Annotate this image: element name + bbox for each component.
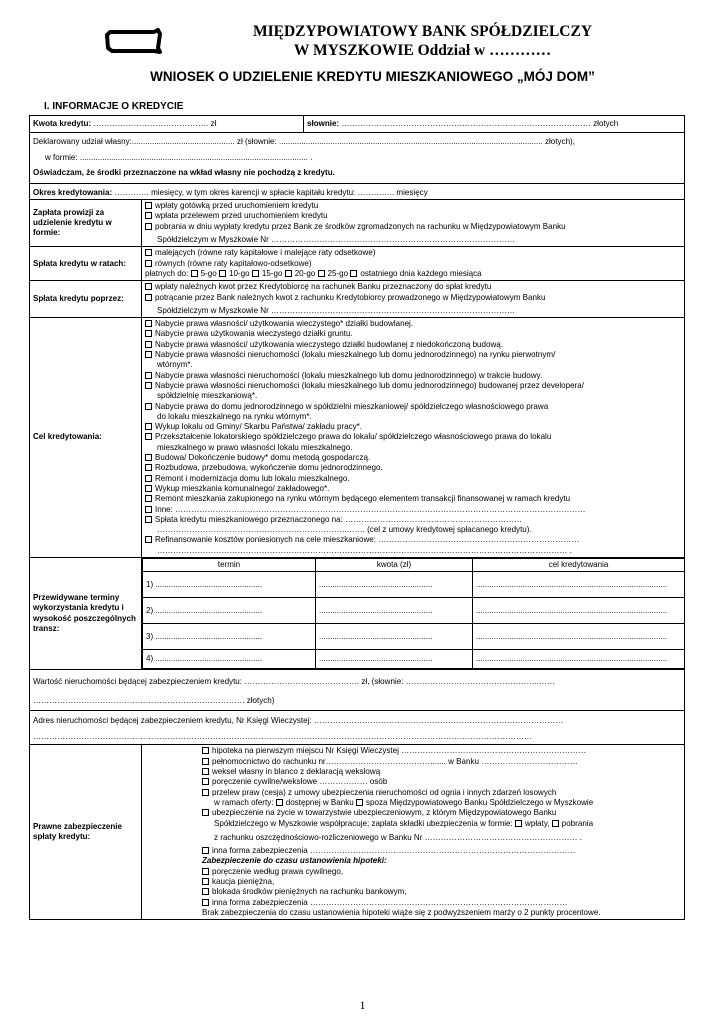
cel-item: [145, 535, 681, 545]
cel-item: [145, 319, 681, 329]
day-option: 20-go: [294, 268, 316, 278]
wartosc-field[interactable]: Wartość nieruchomości będącej zabezpieczeniem kredytu: ……………………………………. zł, (słownie: …………………………………………..……: [33, 677, 555, 687]
cel-item-text: Nabycie prawa własności nieruchomości (lokalu mieszkalnego lub domu jednorodzinnego) w trakcie budowy.: [155, 370, 543, 380]
checkbox[interactable]: [202, 768, 209, 775]
kwota-field[interactable]: ...................................................: [316, 598, 473, 624]
termin-field[interactable]: 1) ................................................: [143, 572, 316, 598]
checkbox[interactable]: [145, 403, 152, 410]
zabezpieczenie-label: Prawne zabezpieczenie spłaty kredytu:: [30, 745, 142, 920]
checkbox[interactable]: [145, 506, 152, 513]
prowizja-label: Zapłata prowizji za udzielenie kredytu w formie:: [30, 200, 142, 247]
terminy-label: Przewidywane terminy wykorzystania kredytu i wysokość poszczególnych transz:: [30, 557, 142, 669]
do-czasu-option: blokada środków pieniężnych na rachunku bankowym,: [212, 887, 407, 897]
kwota-field[interactable]: ...................................................: [316, 572, 473, 598]
checkbox[interactable]: [145, 433, 152, 440]
checkbox[interactable]: [202, 747, 209, 754]
cel-item-text: Przekształcenie lokatorskiego spółdzielczego prawa do lokalu/ spółdzielczego własnościowego prawa do lokalu: [155, 432, 552, 442]
checkbox[interactable]: [202, 789, 209, 796]
terminy-header: termin: [143, 558, 316, 571]
checkbox[interactable]: [145, 294, 152, 301]
kwota-field[interactable]: ...................................................: [316, 650, 473, 669]
page-number: 1: [359, 998, 366, 1012]
terminy-header: cel kredytowania: [473, 558, 685, 571]
terminy-table: [142, 558, 684, 669]
prowizja-option: pobrania w dniu wypłaty kredytu przez Bank ze środków zgromadzonych na rachunku w Międzypowiatowym Banku: [155, 221, 566, 231]
checkbox[interactable]: [552, 820, 559, 827]
brak-note: Brak zabezpieczenia do czasu ustanowienia hipoteki wiąże się z podwyższeniem marży o 2 punkty procentowe.: [202, 907, 601, 917]
do-czasu-title: Zabezpieczenie do czasu ustanowienia hipoteki:: [202, 856, 387, 866]
section-heading: I. INFORMACJE O KREDYCIE: [44, 101, 184, 112]
checkbox[interactable]: [145, 536, 152, 543]
cel-item-text: Nabycie prawa do domu jednorodzinnego w spółdzielni mieszkaniowej/ spółdzielczego własnościowego prawa: [155, 401, 549, 411]
cel-item-cont: do lokalu mieszkalnego na rynku wtórnym*.: [157, 411, 312, 421]
checkbox[interactable]: [145, 260, 152, 267]
cel-item-text: Rozbudowa, przebudowa, wykończenie domu jednorodzinnego.: [155, 463, 383, 473]
cel-item: [145, 515, 681, 525]
checkbox[interactable]: [276, 799, 283, 806]
cel-item-text: Wykup lokalu od Gminy/ Skarbu Państwa/ zakładu pracy*.: [155, 422, 363, 432]
checkbox[interactable]: [145, 351, 152, 358]
wartosc-row: [30, 670, 685, 711]
cel-item-cont: wtórnym*.: [157, 360, 193, 370]
przelew-option: przelew praw (cesja) z umowy ubezpieczenia nieruchomości od ognia i innych zdarzeń losowych: [212, 787, 557, 797]
platnych-label: płatnych do:: [145, 268, 189, 278]
slownie-label: słownie:: [307, 118, 340, 128]
okres-row: [30, 183, 685, 199]
cel-item-text: Nabycie prawa własności/ użytkowania wieczystego działki budowlanej z niedokończoną budową.: [155, 339, 503, 349]
cel-item-cont[interactable]: ……………………………………………………………………………………………………………………………………… .: [157, 545, 572, 555]
kwota-row: [30, 116, 685, 133]
bank-logo: [104, 26, 164, 56]
raty-row: [30, 247, 685, 281]
udzial-row: [30, 133, 685, 184]
ubezpieczenie-account-field[interactable]: z rachunku oszczędnościowo-rozliczeniowego w Banku Nr ………………………………………………… .: [214, 832, 583, 842]
cel-field[interactable]: ......................................................................................: [473, 624, 685, 650]
prowizja-option: wpłata przelewem przed uruchomieniem kredytu: [155, 211, 328, 221]
termin-field[interactable]: 4) ................................................: [143, 650, 316, 669]
okres-field[interactable]: …………. miesięcy, w tym okres karencji w spłacie kapitału kredytu: ………….. miesięcy: [112, 187, 428, 197]
poreczenie-option: poręczenie cywilne/wekslowe ……………… osób: [212, 777, 388, 787]
splata-label: Spłata kredytu poprzez:: [30, 281, 142, 318]
checkbox[interactable]: [202, 888, 209, 895]
checkbox[interactable]: [202, 809, 209, 816]
checkbox[interactable]: [191, 270, 198, 277]
day-option: 10-go: [229, 268, 250, 278]
prowizja-row: [30, 200, 685, 247]
przelew-outside-option: spoza Międzypowiatowego Banku Spółdzielczego w Myszkowie: [365, 797, 594, 807]
cel-item: [145, 474, 681, 484]
zabezpieczenie-row: [30, 745, 685, 920]
kwota-field[interactable]: ……………………………………. zł: [91, 118, 217, 128]
adres-cont-field[interactable]: ……………………………………………………………………………………………………………………………………………………………………: [33, 732, 532, 742]
checkbox[interactable]: [145, 382, 152, 389]
cel-item-text: Remont mieszkania zakupionego na rynku wtórnym będącego elementem transakcji finansowanej w ramach kredytu: [155, 494, 571, 504]
day-option: 25-go: [327, 268, 349, 278]
checkbox[interactable]: [202, 758, 209, 765]
checkbox[interactable]: [145, 330, 152, 337]
prowizja-option: wpłaty gotówką przed uruchomieniem kredytu: [155, 201, 319, 211]
udzial-declaration: Oświadczam, że środki przeznaczone na wkład własny nie pochodzą z kredytu.: [33, 167, 335, 177]
checkbox[interactable]: [145, 212, 152, 219]
cel-label: Cel kredytowania:: [30, 318, 142, 558]
checkbox[interactable]: [145, 495, 152, 502]
cel-item: [145, 484, 681, 494]
termin-field[interactable]: 2) ................................................: [143, 598, 316, 624]
checkbox[interactable]: [318, 270, 325, 277]
checkbox[interactable]: [356, 799, 363, 806]
checkbox[interactable]: [252, 270, 259, 277]
cel-item: [145, 350, 681, 360]
cel-item: [145, 340, 681, 350]
checkbox[interactable]: [202, 847, 209, 854]
checkbox[interactable]: [202, 868, 209, 875]
checkbox[interactable]: [145, 454, 152, 461]
kwota-field[interactable]: ...................................................: [316, 624, 473, 650]
adres-row: [30, 710, 685, 745]
cel-item: [145, 329, 681, 339]
checkbox[interactable]: [285, 270, 292, 277]
cel-item-text: Spłata kredytu mieszkaniowego przeznaczonego na: …………………………………………………………: [155, 514, 523, 524]
udzial-forma-field[interactable]: w formie: ...................................................................................................... .: [45, 153, 313, 163]
przelew-bank-option: dostępnej w Banku: [285, 797, 354, 807]
cel-item-text: Inne: ………………………………………………………………………………………………………………………………………: [155, 504, 586, 514]
cel-item-text: Nabycie prawa własności/ użytkowania wieczystego* działki budowlanej.: [155, 319, 414, 329]
credit-info-table: [29, 115, 685, 920]
cel-item: [145, 505, 681, 515]
cel-item: [145, 494, 681, 504]
cel-field[interactable]: ......................................................................................: [473, 598, 685, 624]
checkbox[interactable]: [145, 249, 152, 256]
adres-field[interactable]: Adres nieruchomości będącej zabezpieczeniem kredytu, Nr Księgi Wieczystej: …………………………………………………………………………………: [33, 715, 564, 725]
bank-name-line2: W MYSZKOWIE Oddział w …………: [293, 42, 552, 59]
prowizja-account-field[interactable]: Spółdzielczym w Myszkowie Nr ……………………………………………………………………………….: [157, 235, 515, 245]
weksel-option: weksel własny in blanco z deklaracją wekslową: [212, 767, 381, 777]
raty-option: malejących (równe raty kapitałowe i malejące raty odsetkowe): [155, 248, 376, 258]
pelnomocnictwo-option: pełnomocnictwo do rachunku nr…………………………………....... w Banku ………………………………: [212, 756, 578, 766]
checkbox[interactable]: [202, 899, 209, 906]
wplaty-option: wpłaty,: [525, 818, 550, 828]
checkbox[interactable]: [219, 270, 226, 277]
checkbox[interactable]: [145, 372, 152, 379]
day-option: ostatniego dnia każdego miesiąca: [360, 268, 482, 278]
okres-label: Okres kredytowania:: [33, 187, 113, 197]
cel-item: [145, 463, 681, 473]
kwota-label: Kwota kredytu:: [33, 118, 92, 128]
cel-item-text: Nabycie prawa własności nieruchomości (lokalu mieszkalnego lub domu jednorodzinnego) na rynku pierwotnym/: [155, 350, 556, 360]
splata-row: [30, 281, 685, 318]
cel-item: [145, 381, 681, 391]
cel-field[interactable]: ......................................................................................: [473, 650, 685, 669]
slownie-field[interactable]: ………………………………………………………………………………… złotych: [339, 118, 619, 128]
terminy-row: [30, 557, 685, 669]
checkbox[interactable]: [145, 283, 152, 290]
cel-item-text: Nabycie prawa własności nieruchomości (lokalu mieszkalnego lub domu jednorodzinnego) budowanej przez developera/: [155, 380, 584, 390]
cel-item: [145, 422, 681, 432]
splata-option: potrącanie przez Bank należnych kwot z rachunku Kredytobiorcy prowadzonego w Międzypowiatowym Banku: [155, 292, 546, 302]
wartosc-slownie-field[interactable]: ……………………………………………………………………. złotych): [33, 695, 275, 705]
cel-item: [145, 453, 681, 463]
pobrania-option: pobrania: [561, 818, 594, 828]
termin-field[interactable]: 3) ................................................: [143, 624, 316, 650]
day-option: 5-go: [200, 268, 217, 278]
cel-item: [145, 432, 681, 442]
cel-item: [145, 371, 681, 381]
checkbox[interactable]: [515, 820, 522, 827]
cel-item-cont: mieszkalnego w prawo własności lokalu mieszkalnego.: [157, 442, 353, 452]
cel-item: [145, 402, 681, 412]
cel-item-cont: spółdzielnię mieszkaniową*.: [157, 391, 258, 401]
do-czasu-option: inna forma zabezpieczenia ……………………………………………………………………………………: [212, 897, 568, 907]
cel-field[interactable]: ......................................................................................: [473, 572, 685, 598]
checkbox[interactable]: [145, 516, 152, 523]
cel-row: [30, 318, 685, 558]
inna-forma-option: inna forma zabezpieczenia ………………………………………………………………………………………: [212, 846, 576, 856]
checkbox[interactable]: [145, 485, 152, 492]
raty-label: Spłata kredytu w ratach:: [30, 247, 142, 281]
checkbox[interactable]: [145, 475, 152, 482]
cel-item-text: Budowa/ Dokończenie budowy* domu metodą gospodarczą.: [155, 453, 371, 463]
cel-item-text: Nabycie prawa użytkowania wieczystego działki gruntu.: [155, 329, 353, 339]
checkbox[interactable]: [350, 270, 357, 277]
checkbox[interactable]: [145, 320, 152, 327]
checkbox[interactable]: [202, 778, 209, 785]
cel-item-text: Refinansowanie kosztów poniesionych na cele mieszkaniowe: …………………………………………………………………: [155, 535, 580, 545]
bank-name: [200, 22, 645, 60]
document-title: WNIOSEK O UDZIELENIE KREDYTU MIESZKANIOWEGO „MÓJ DOM”: [150, 69, 595, 84]
ubezpieczenie-forma-label: Spółdzielczego w Myszkowie współpracuje; zapłata składki ubezpieczenia w formie:: [214, 818, 513, 828]
cel-item-text: Wykup mieszkania komunalnego/ zakładowego*.: [155, 483, 330, 493]
cel-item-text: Remont i modernizacja domu lub lokalu mieszkalnego.: [155, 473, 350, 483]
bank-name-line1: MIĘDZYPOWIATOWY BANK SPÓŁDZIELCZY: [252, 23, 593, 40]
cel-item-cont[interactable]: ……………………………………………………………..……. (cel z umowy kredytowej spłacanego kredytu).: [157, 525, 532, 535]
przelew-oferta-label: w ramach oferty:: [214, 797, 274, 807]
checkbox[interactable]: [145, 202, 152, 209]
checkbox[interactable]: [145, 423, 152, 430]
terminy-header: kwota (zł): [316, 558, 473, 571]
do-czasu-option: kaucja pieniężna,: [212, 877, 275, 887]
cel-options: [142, 318, 685, 558]
splata-option: wpłaty należnych kwot przez Kredytobiorcę na rachunek Banku przeznaczony do spłat kredytu: [155, 282, 492, 292]
checkbox[interactable]: [145, 223, 152, 230]
checkbox[interactable]: [145, 341, 152, 348]
day-option: 15-go: [261, 268, 283, 278]
checkbox[interactable]: [145, 464, 152, 471]
do-czasu-option: poręczenie według prawa cywilnego,: [212, 866, 344, 876]
raty-option: równych (równe raty kapitałowo-odsetkowe): [155, 258, 312, 268]
udzial-field[interactable]: Deklarowany udział własny:.............................................. zł (słownie: ...................................................................................................................... złotych),: [33, 137, 575, 146]
hipoteka-option: hipoteka na pierwszym miejscu Nr Księgi Wieczystej ……………………………………………………………: [212, 746, 587, 756]
checkbox[interactable]: [202, 878, 209, 885]
ubezpieczenie-option: ubezpieczenie na życie w towarzystwie ubezpieczeniowym, z którym Międzypowiatowego Banku: [212, 808, 557, 818]
splata-account-field[interactable]: Spółdzielczym w Myszkowie Nr ……………………………………………………………………………….: [157, 305, 515, 315]
